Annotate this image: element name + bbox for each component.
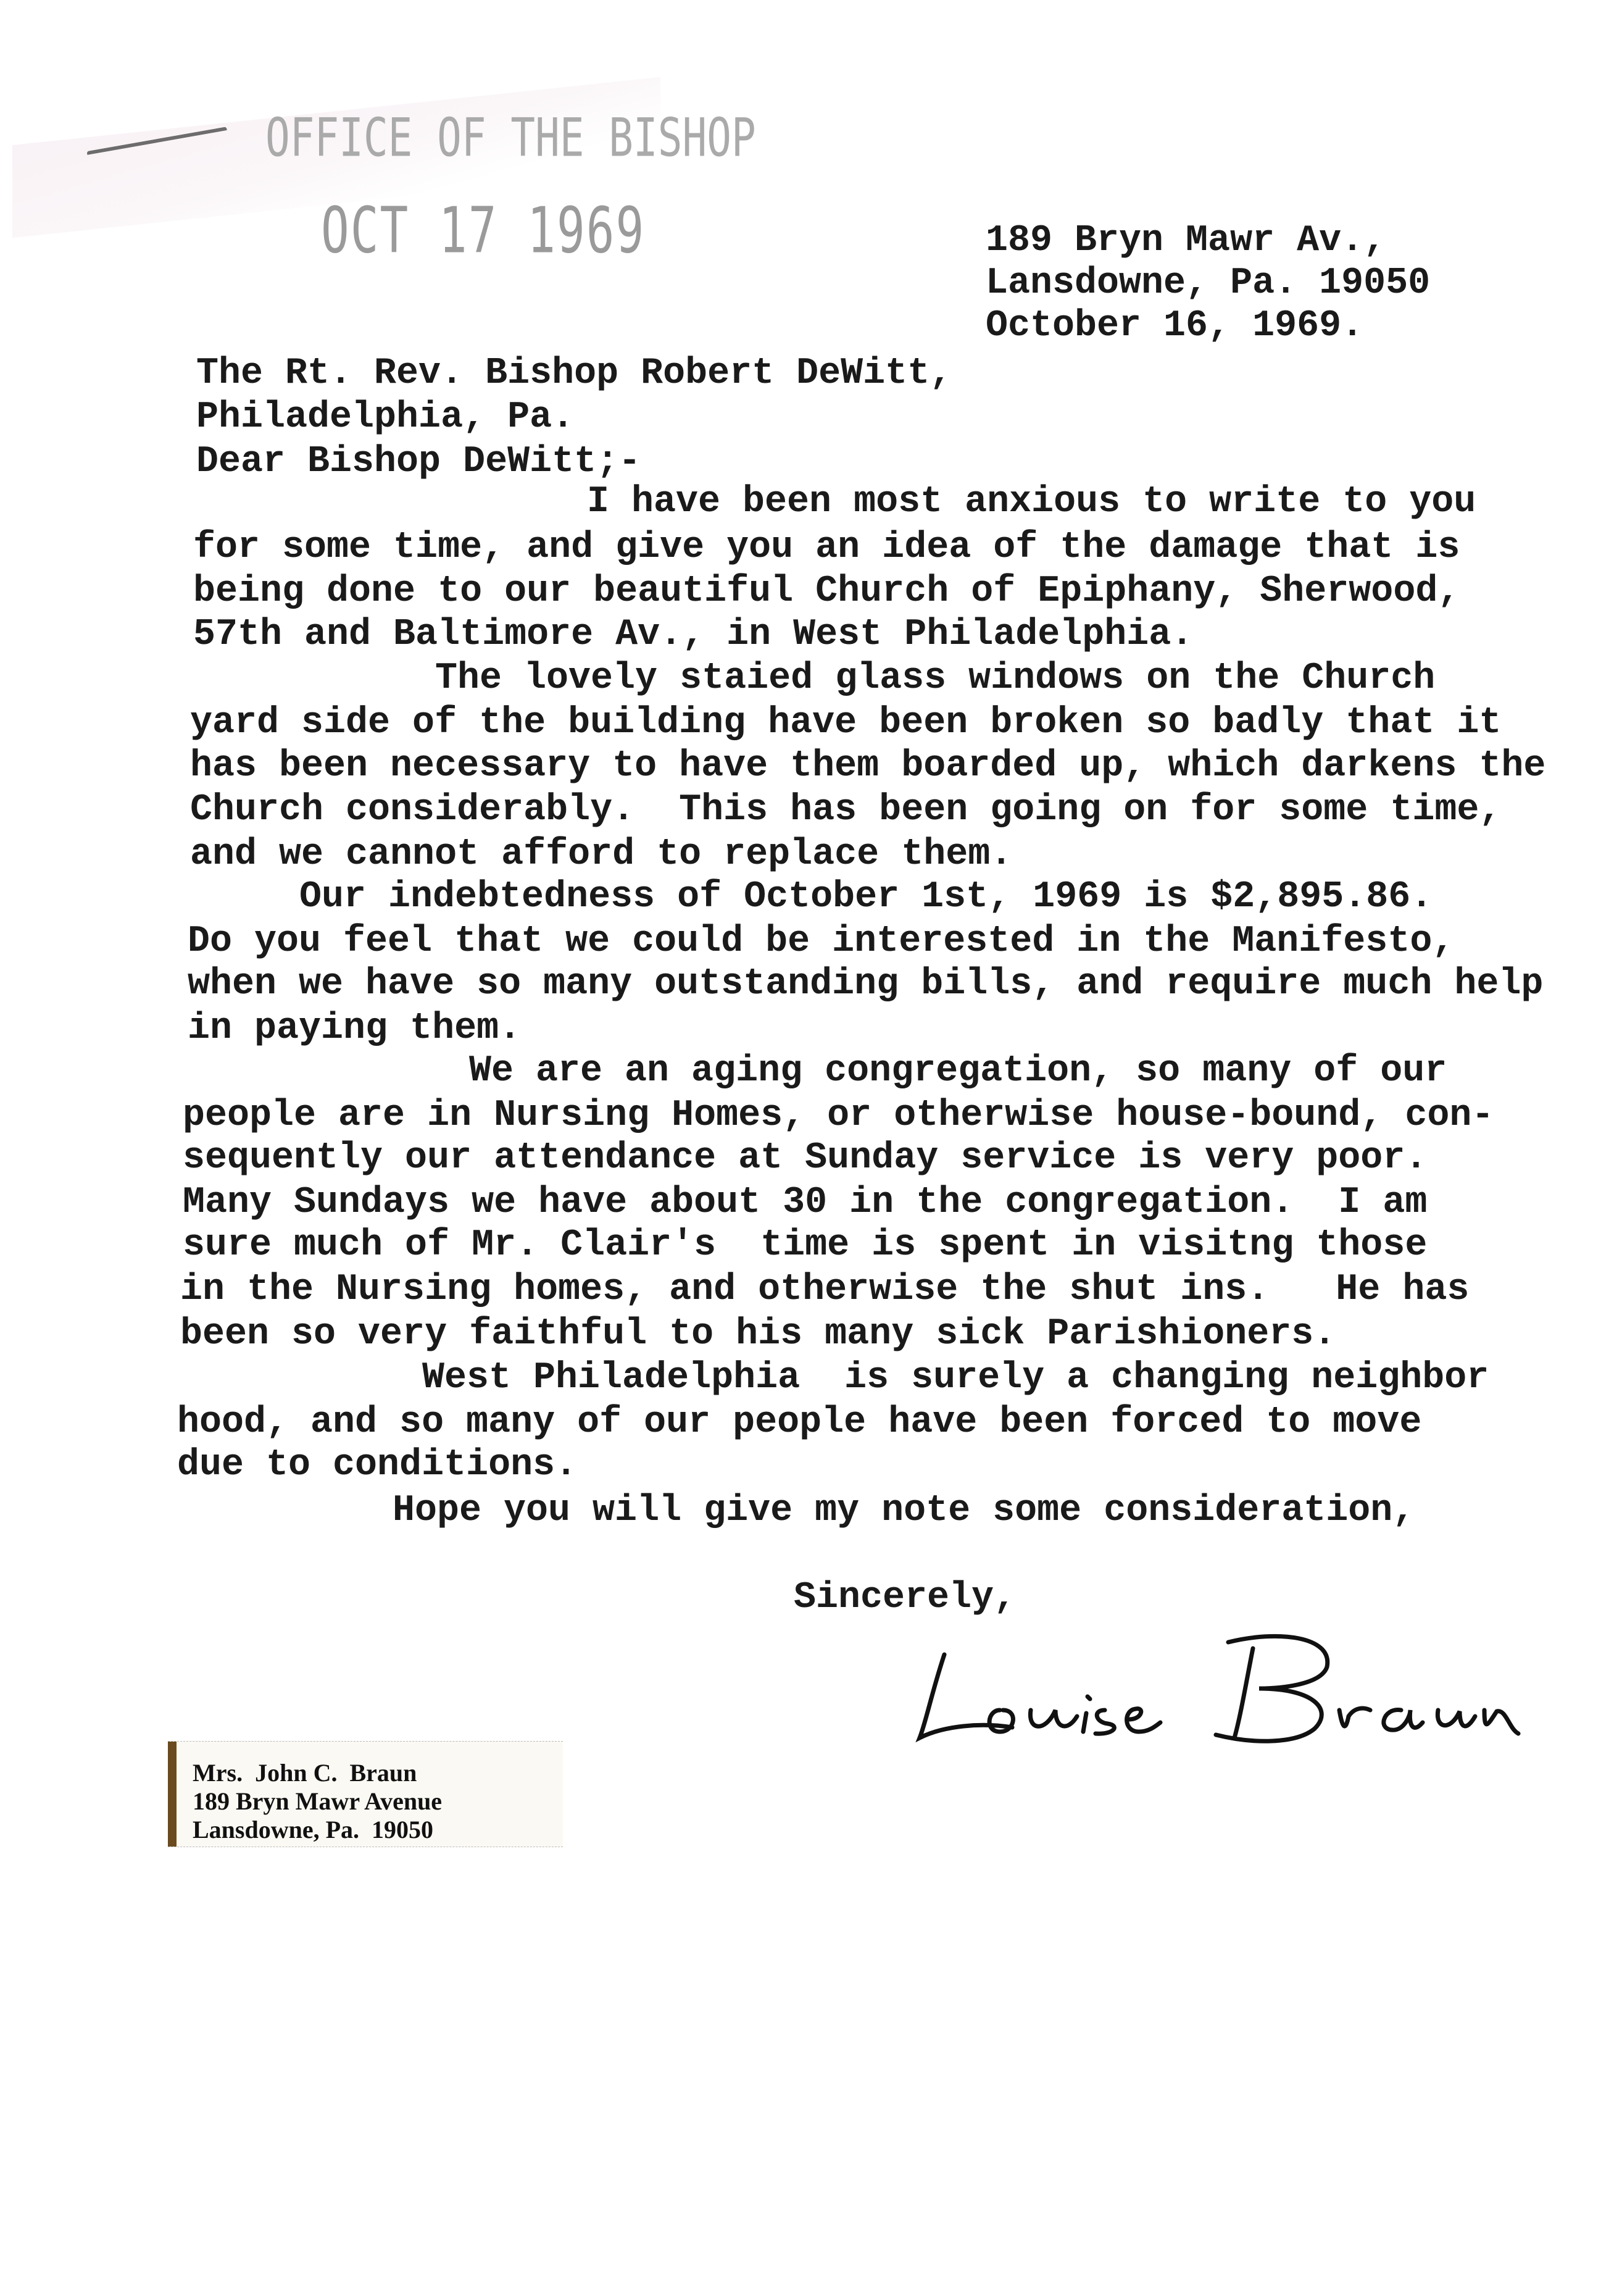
sender-address-line: Lansdowne, Pa. 19050 [986,262,1431,304]
body-line: being done to our beautiful Church of Epiphany, Sherwood, [193,570,1460,612]
body-line: I have been most anxious to write to you [587,481,1476,523]
salutation: Dear Bishop DeWitt;- [196,441,641,483]
letter-date: October 16, 1969. [986,305,1364,347]
closing: Sincerely, [794,1577,1017,1619]
body-line: Do you feel that we could be interested in the Manifesto, [188,920,1455,962]
body-line: has been necessary to have them boarded up, which darkens the [190,745,1546,787]
body-line: been so very faithful to his many sick Parishioners. [180,1313,1336,1355]
body-line: people are in Nursing Homes, or otherwise house-bound, con- [183,1095,1494,1137]
recipient-line: Philadelphia, Pa. [196,396,575,438]
label-line: Mrs. John C. Braun [193,1759,417,1787]
body-line: yard side of the building have been broken so badly that it [190,702,1502,744]
body-line: and we cannot afford to replace them. [190,833,1013,875]
body-line: due to conditions. [177,1444,578,1486]
label-edge [168,1742,177,1847]
received-date-stamp: OCT 17 1969 [321,193,646,267]
label-line: 189 Bryn Mawr Avenue [193,1787,443,1815]
body-line: in the Nursing homes, and otherwise the shut ins. He has [180,1269,1470,1311]
recipient-line: The Rt. Rev. Bishop Robert DeWitt, [196,353,952,394]
handwritten-signature [907,1618,1537,1760]
body-line: The lovely staied glass windows on the Church [435,657,1436,699]
body-line: for some time, and give you an idea of the damage that is [193,527,1460,569]
body-line: hood, and so many of our people have been forced to move [177,1401,1422,1443]
body-line: 57th and Baltimore Av., in West Philadelphia. [193,614,1194,656]
label-line: Lansdowne, Pa. 19050 [193,1816,434,1843]
return-address-label [168,1741,563,1847]
body-line: when we have so many outstanding bills, and require much help [188,963,1544,1005]
body-line: Our indebtedness of October 1st, 1969 is $2,895.86. [299,876,1433,918]
sender-address-line: 189 Bryn Mawr Av., [986,220,1386,262]
body-line: Many Sundays we have about 30 in the congregation. I am [183,1182,1428,1224]
body-line: in paying them. [188,1008,522,1050]
body-line: Church considerably. This has been going on for some time, [190,789,1502,831]
office-stamp: OFFICE OF THE BISHOP [265,107,756,169]
body-line: We are an aging congregation, so many of our [469,1050,1447,1092]
body-line: Hope you will give my note some consideration, [393,1490,1415,1532]
body-line: sequently our attendance at Sunday service is very poor. [183,1137,1428,1179]
body-line: West Philadelphia is surely a changing neighbor [422,1357,1489,1399]
body-line: sure much of Mr. Clair's time is spent in visitng those [183,1224,1428,1266]
